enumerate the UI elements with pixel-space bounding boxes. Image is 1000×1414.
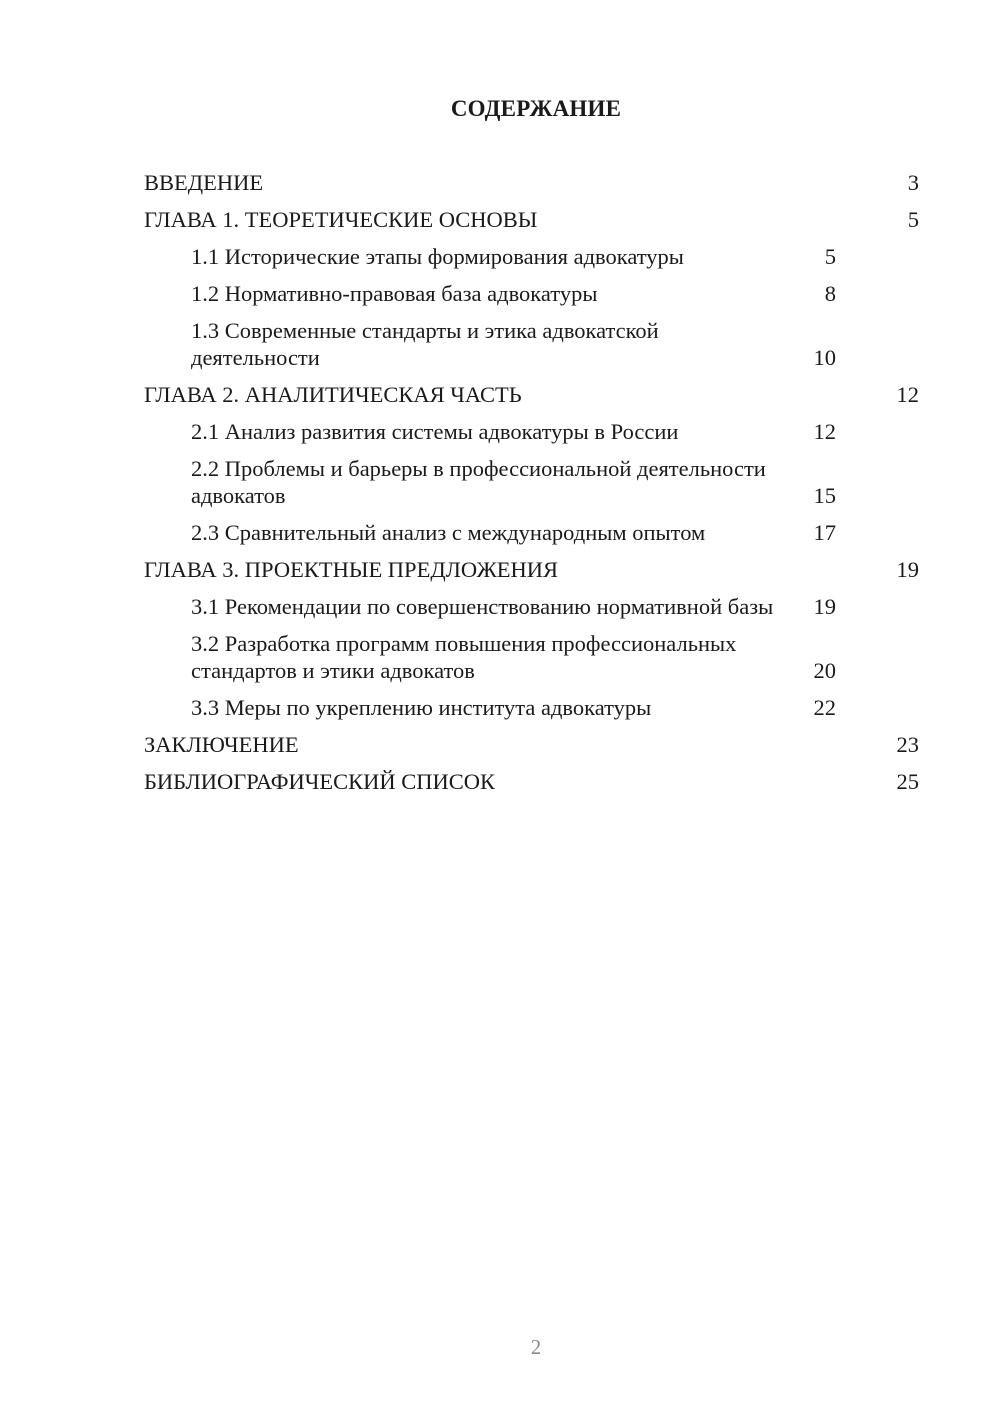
toc-entry-page: 8 — [824, 281, 836, 306]
toc-entry-text: 2.2 Проблемы и барьеры в профессиональной деятельности адвокатов — [191, 456, 766, 508]
toc-entry-text: ЗАКЛЮЧЕНИЕ — [144, 732, 299, 757]
toc-entry-text: ВВЕДЕНИЕ — [144, 170, 264, 195]
toc-entry-page: 10 — [813, 345, 836, 370]
toc-entry-text: ГЛАВА 1. ТЕОРЕТИЧЕСКИЕ ОСНОВЫ — [144, 207, 538, 232]
toc-entry-section-2-2[interactable] — [144, 455, 919, 509]
toc-entry-chapter-2[interactable] — [144, 381, 919, 408]
toc-entry-text: ГЛАВА 3. ПРОЕКТНЫЕ ПРЕДЛОЖЕНИЯ — [144, 557, 559, 582]
toc-entry-section-1-3[interactable] — [144, 317, 919, 371]
toc-entry-section-1-2[interactable] — [144, 280, 919, 307]
page-number: 2 — [530, 1335, 542, 1359]
toc-entry-text: 3.3 Меры по укреплению института адвокатуры — [191, 695, 652, 720]
toc-entry-page: 23 — [896, 732, 919, 757]
toc-entry-chapter-3[interactable] — [144, 556, 919, 583]
toc-entry-page: 5 — [907, 207, 919, 232]
toc-entry-page: 19 — [896, 557, 919, 582]
toc-entry-section-3-1[interactable] — [144, 593, 919, 620]
toc-entry-page: 22 — [813, 695, 836, 720]
toc-entry-page: 3 — [907, 170, 919, 195]
toc-entry-section-2-1[interactable] — [144, 418, 919, 445]
toc-entry-text: ГЛАВА 2. АНАЛИТИЧЕСКАЯ ЧАСТЬ — [144, 382, 522, 407]
toc-entry-text: 1.2 Нормативно-правовая база адвокатуры — [191, 281, 598, 306]
toc-entry-page: 15 — [813, 483, 836, 508]
toc-entry-bibliography[interactable] — [144, 768, 919, 795]
toc-entry-section-3-2[interactable] — [144, 630, 919, 684]
toc-entry-page: 12 — [896, 382, 919, 407]
toc-entry-text: 2.3 Сравнительный анализ с международным опытом — [191, 520, 706, 545]
toc-entry-section-2-3[interactable] — [144, 519, 919, 546]
toc-entry-conclusion[interactable] — [144, 731, 919, 758]
toc-entry-text: БИБЛИОГРАФИЧЕСКИЙ СПИСОК — [144, 769, 496, 794]
toc-entry-text: 2.1 Анализ развития системы адвокатуры в России — [191, 419, 679, 444]
toc-entry-page: 17 — [813, 520, 836, 545]
toc-entry-section-3-3[interactable] — [144, 694, 919, 721]
toc-entry-page: 25 — [896, 769, 919, 794]
toc-entry-chapter-1[interactable] — [144, 206, 919, 233]
toc-entry-text: 1.1 Исторические этапы формирования адвокатуры — [191, 244, 684, 269]
table-of-contents — [144, 169, 919, 805]
toc-entry-page: 20 — [813, 658, 836, 683]
toc-entry-text: 1.3 Современные стандарты и этика адвокатской деятельности — [191, 318, 659, 370]
toc-entry-introduction[interactable] — [144, 169, 919, 196]
toc-entry-page: 19 — [813, 594, 836, 619]
toc-entry-page: 12 — [813, 419, 836, 444]
toc-entry-text: 3.2 Разработка программ повышения профессиональных стандартов и этики адвокатов — [191, 631, 737, 683]
toc-title: СОДЕРЖАНИЕ — [450, 96, 622, 121]
toc-entry-section-1-1[interactable] — [144, 243, 919, 270]
toc-entry-text: 3.1 Рекомендации по совершенствованию нормативной базы — [191, 594, 774, 619]
toc-entry-page: 5 — [824, 244, 836, 269]
